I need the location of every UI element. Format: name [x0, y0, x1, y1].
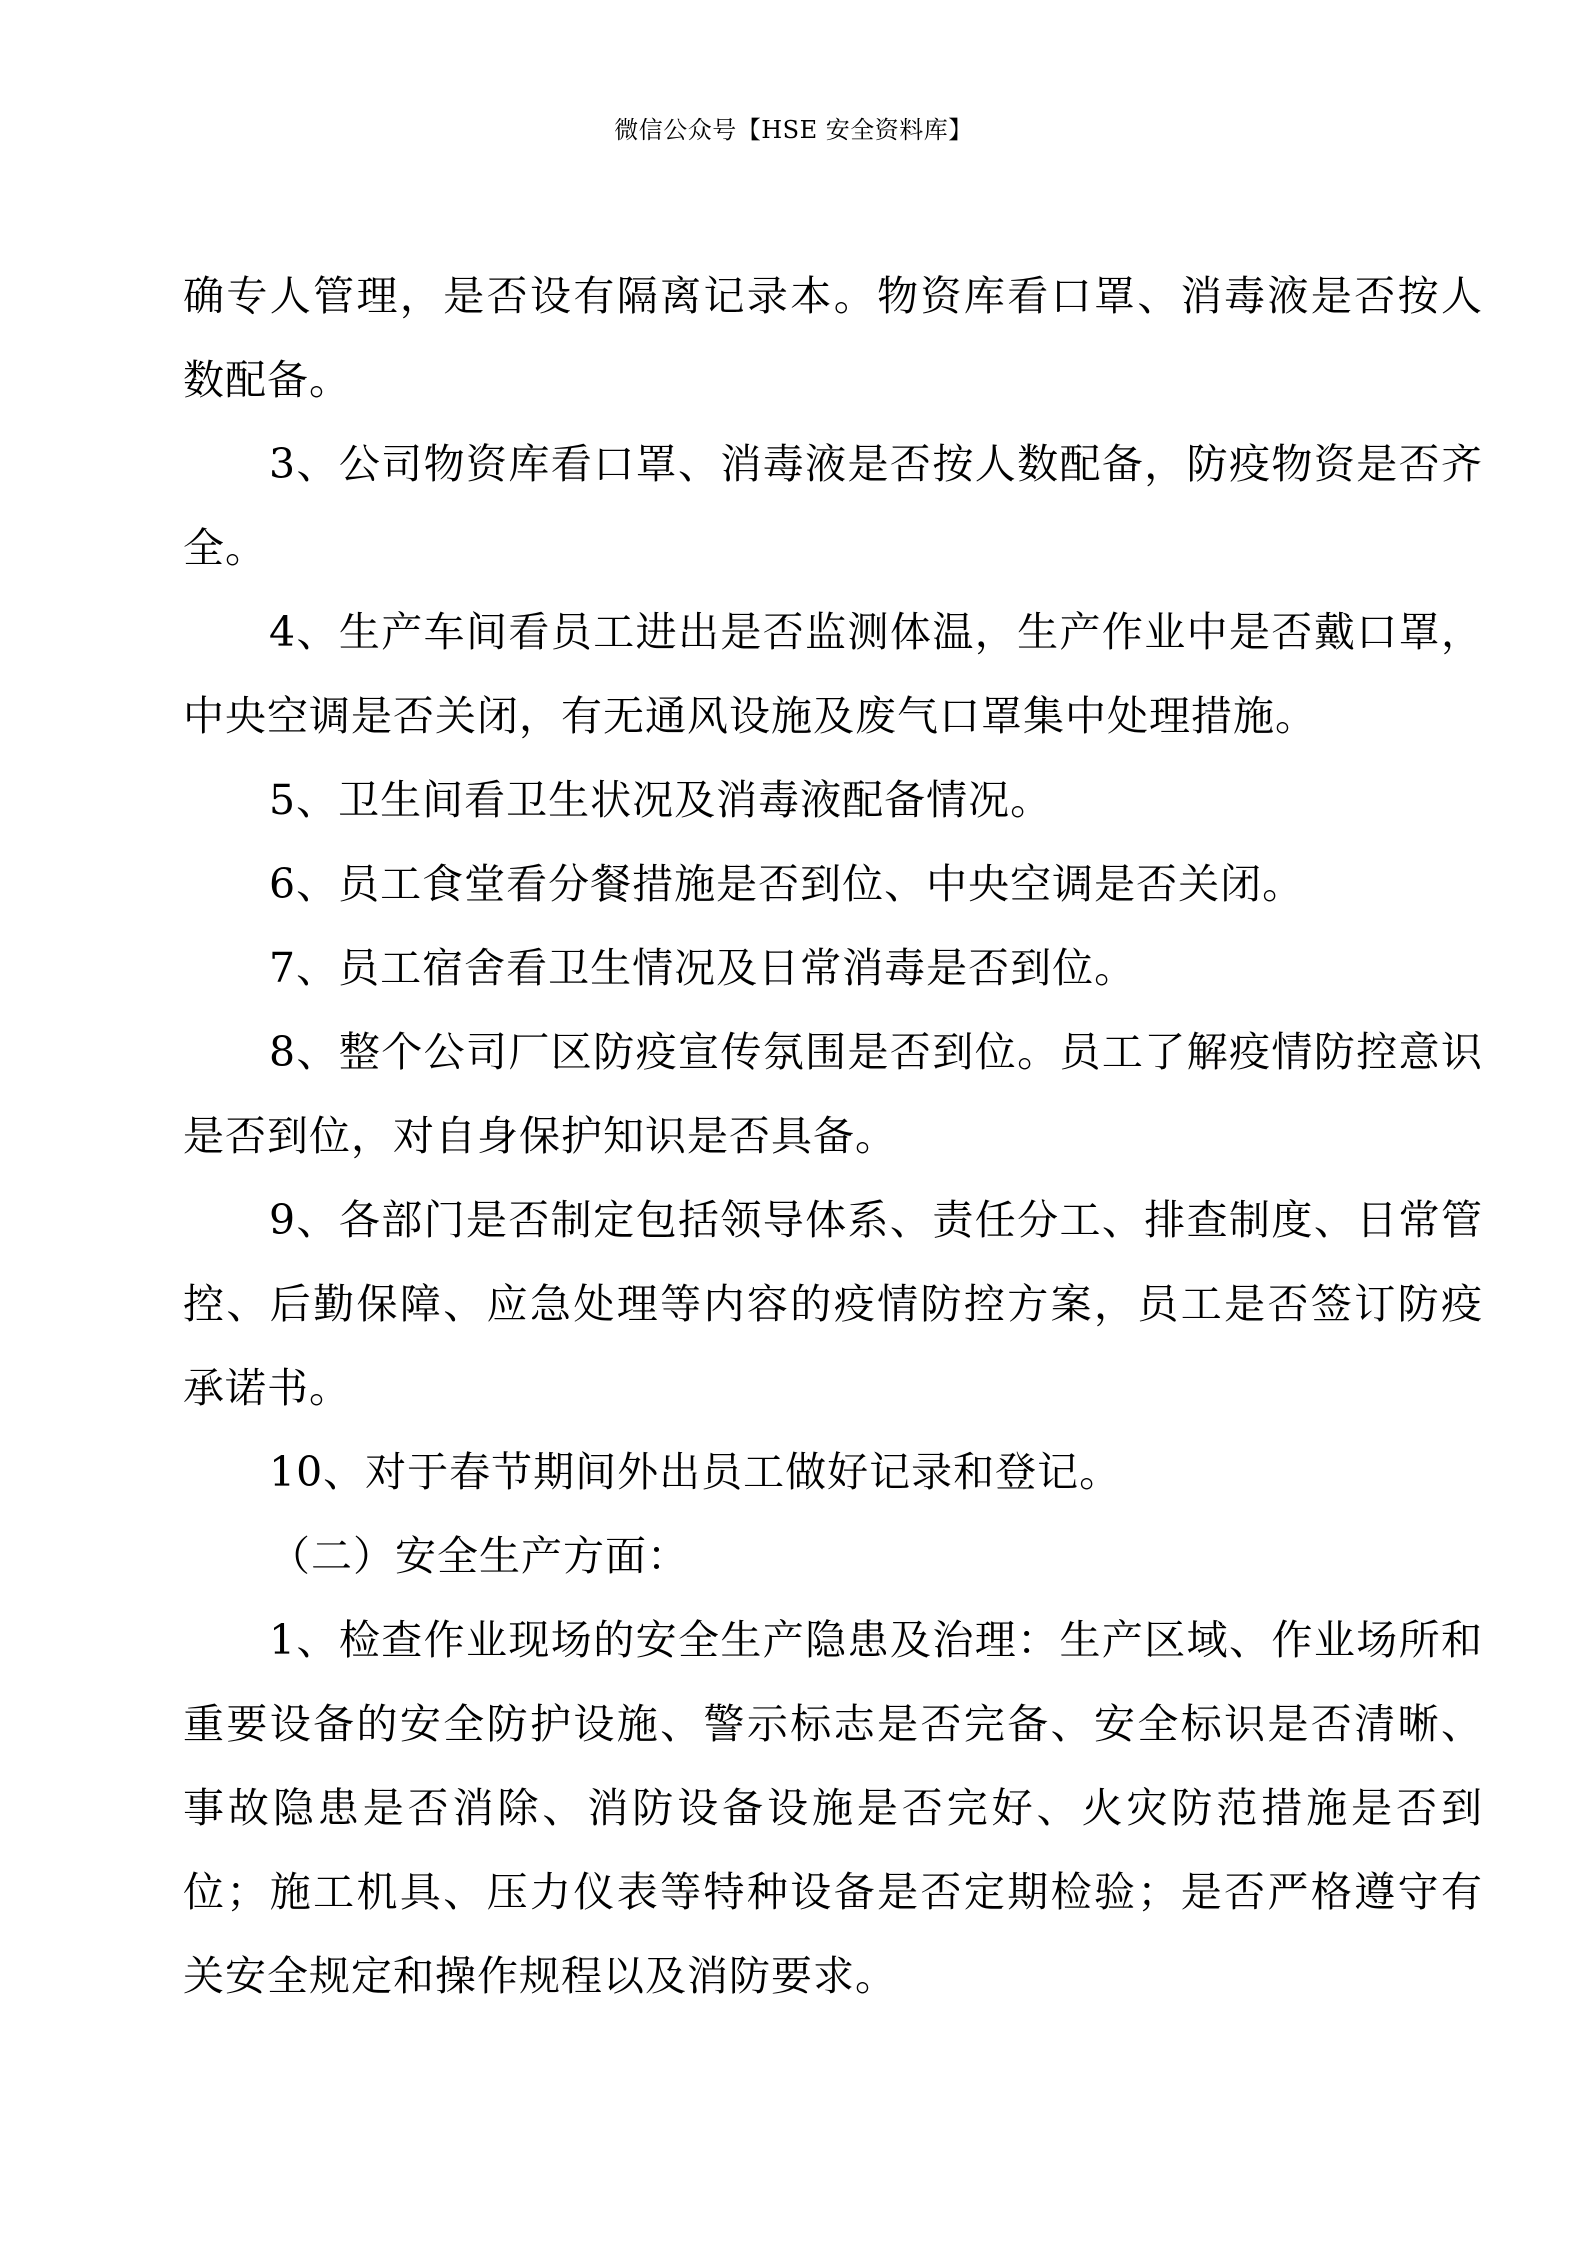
paragraph-section2-item-1: 1、检查作业现场的安全生产隐患及治理：生产区域、作业场所和重要设备的安全防护设施、警示标志是否完备、安全标识是否清晰、事故隐患是否消除、消防设备设施是否完好、火灾防范措施是否到位；施工机具、压力仪表等特种设备是否定期检验；是否严格遵守有关安全规定和操作规程以及消防要求。: [183, 1616, 1483, 2000]
paragraph-item-8: 8、整个公司厂区防疫宣传氛围是否到位。员工了解疫情防控意识是否到位，对自身保护知识是否具备。: [183, 1028, 1483, 1160]
paragraph-item-3: 3、公司物资库看口罩、消毒液是否按人数配备，防疫物资是否齐全。: [183, 440, 1483, 572]
paragraph-item-4: 4、生产车间看员工进出是否监测体温，生产作业中是否戴口罩，中央空调是否关闭，有无通风设施及废气口罩集中处理措施。: [183, 608, 1483, 740]
paragraph-continuation: 确专人管理，是否设有隔离记录本。物资库看口罩、消毒液是否按人数配备。: [183, 272, 1483, 404]
document-body: [183, 254, 1483, 2018]
paragraph-item-9: 9、各部门是否制定包括领导体系、责任分工、排查制度、日常管控、后勤保障、应急处理等内容的疫情防控方案，员工是否签订防疫承诺书。: [183, 1196, 1483, 1412]
paragraph-item-6: 6、员工食堂看分餐措施是否到位、中央空调是否关闭。: [269, 860, 1305, 908]
paragraph-item-5: 5、卫生间看卫生状况及消毒液配备情况。: [269, 776, 1053, 824]
paragraph-item-10: 10、对于春节期间外出员工做好记录和登记。: [269, 1448, 1122, 1496]
section-heading: （二）安全生产方面：: [269, 1532, 689, 1580]
page-header: 微信公众号【HSE 安全资料库】: [614, 116, 973, 144]
paragraph-item-7: 7、员工宿舍看卫生情况及日常消毒是否到位。: [269, 944, 1137, 992]
